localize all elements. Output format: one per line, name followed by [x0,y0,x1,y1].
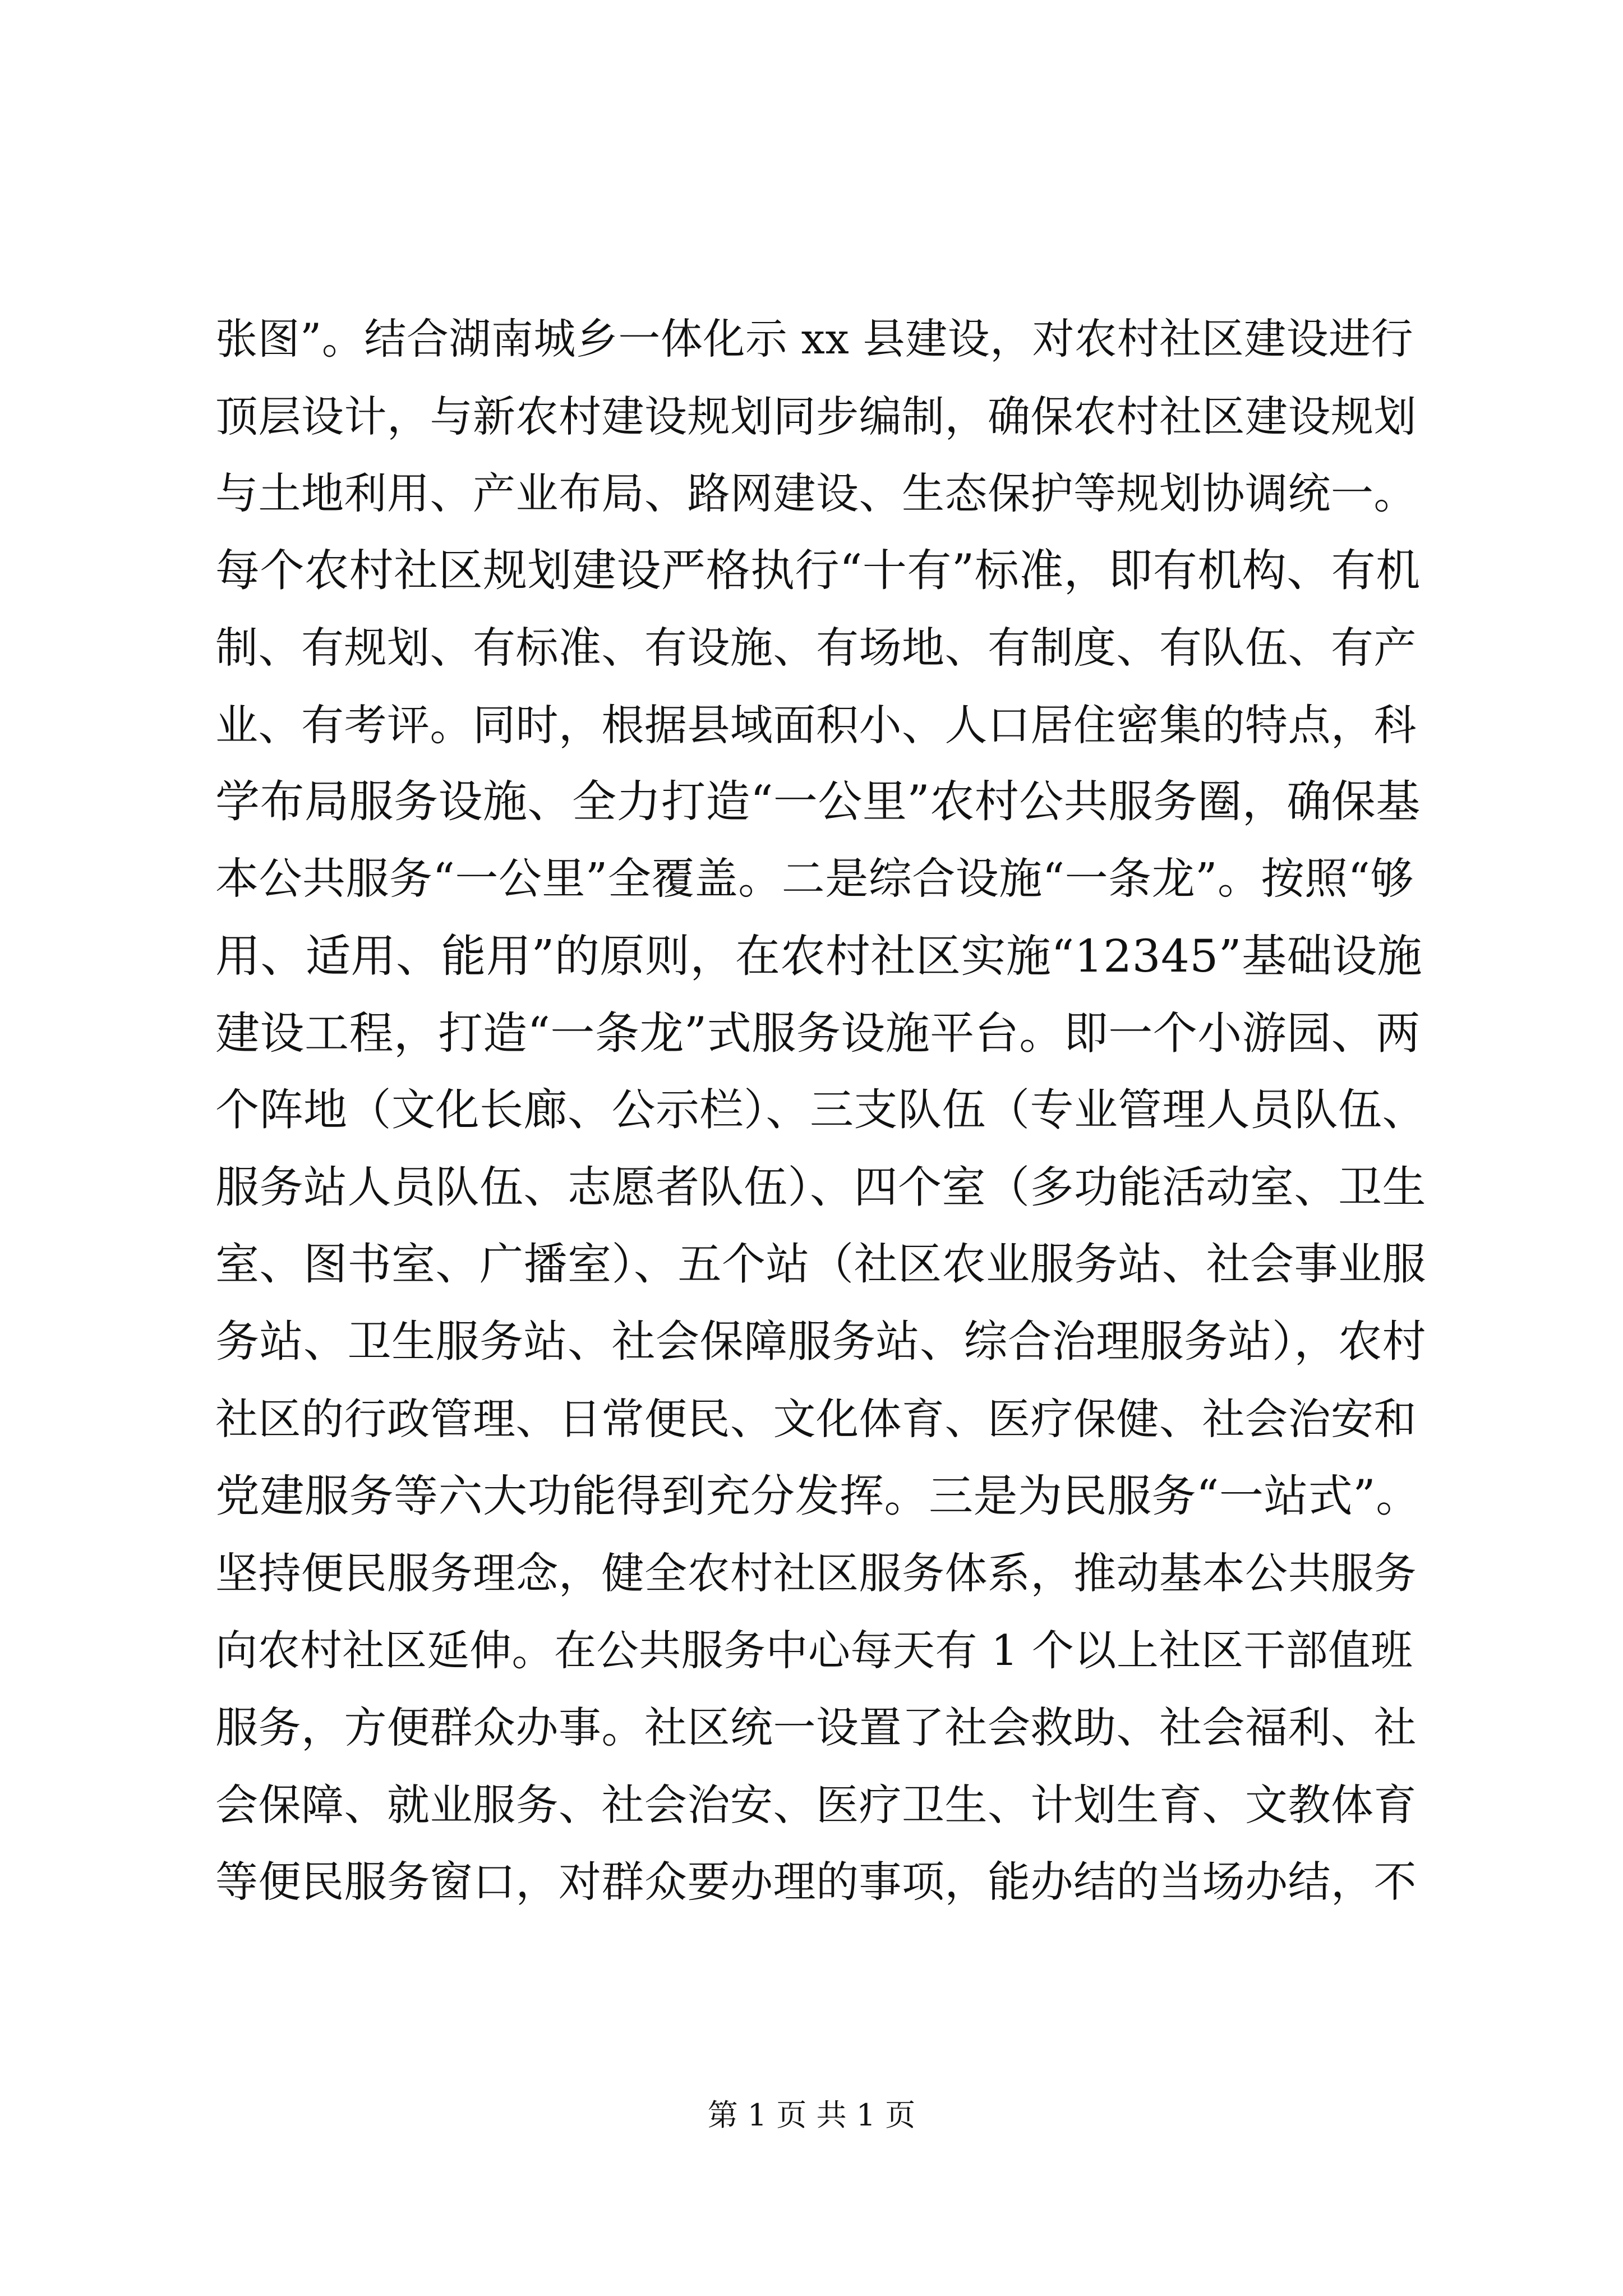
text-line: 等便民服务窗口，对群众要办理的事项，能办结的当场办结，不 [215,1857,1417,1907]
text-line: 张图”。结合湖南城乡一体化示 xx 县建设，对农村社区建设进行 [215,314,1414,364]
text-line: 个阵地（文化长廊、公示栏）、三支队伍（专业管理人员队伍、 [215,1085,1427,1135]
text-line: 室、图书室、广播室）、五个站（社区农业服务站、社会事业服 [215,1239,1427,1290]
text-line: 务站、卫生服务站、社会保障服务站、综合治理服务站），农村 [215,1316,1427,1367]
text-line: 学布局服务设施、全力打造“一公里”农村公共服务圈，确保基 [215,776,1421,827]
text-line: 服务站人员队伍、志愿者队伍）、四个室（多功能活动室、卫生 [215,1162,1427,1213]
text-line: 制、有规划、有标准、有设施、有场地、有制度、有队伍、有产 [215,623,1417,673]
text-line: 建设工程，打造“一条龙”式服务设施平台。即一个小游园、两 [215,1007,1421,1059]
text-line: 服务，方便群众办事。社区统一设置了社会救助、社会福利、社 [215,1703,1417,1752]
text-line: 与土地利用、产业布局、路网建设、生态保护等规划协调统一。 [215,468,1417,518]
text-line: 顶层设计，与新农村建设规划同步编制，确保农村社区建设规划 [215,391,1417,441]
body-text [215,301,1427,1921]
text-line: 向农村社区延伸。在公共服务中心每天有 1 个以上社区干部值班 [215,1625,1413,1675]
text-line: 用、适用、能用”的原则，在农村社区实施“12345”基础设施 [215,930,1423,982]
text-line: 每个农村社区规划建设严格执行“十有”标准，即有机构、有机 [215,544,1421,596]
page-footer: 第 1 页 共 1 页 [707,2097,916,2133]
text-line: 业、有考评。同时，根据县域面积小、人口居住密集的特点，科 [215,700,1417,750]
text-line: 社区的行政管理、日常便民、文化体育、医疗保健、社会治安和 [215,1394,1417,1444]
text-line: 坚持便民服务理念，健全农村社区服务体系，推动基本公共服务 [215,1548,1417,1598]
text-line: 本公共服务“一公里”全覆盖。二是综合设施“一条龙”。按照“够 [215,854,1414,904]
text-line: 会保障、就业服务、社会治安、医疗卫生、计划生育、文教体育 [215,1779,1417,1830]
text-line: 党建服务等六大功能得到充分发挥。三是为民服务“一站式”。 [215,1470,1421,1522]
